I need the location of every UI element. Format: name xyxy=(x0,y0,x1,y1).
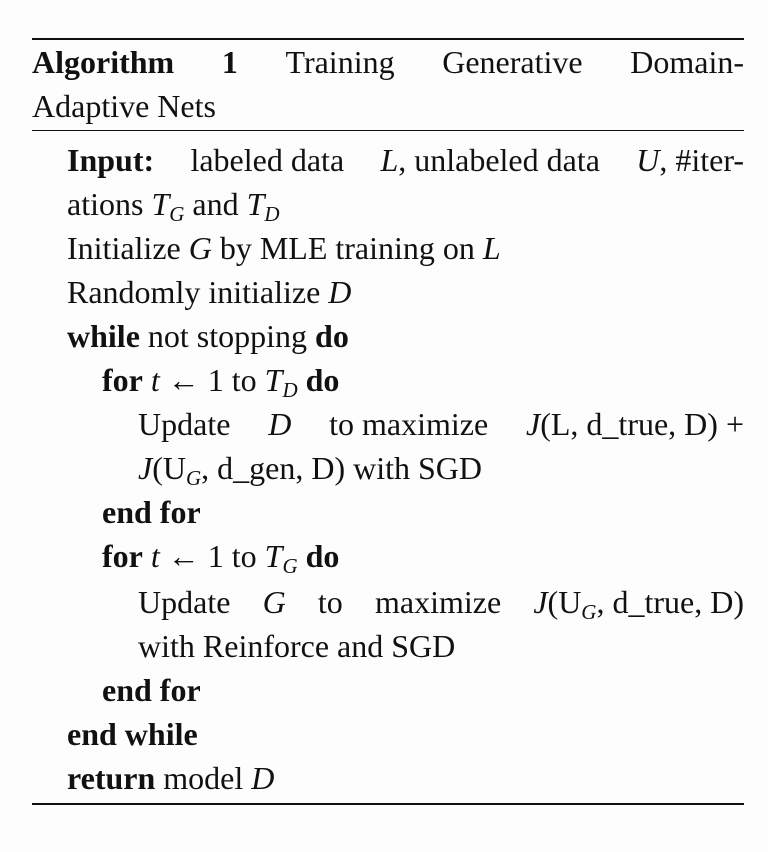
input-line-1 xyxy=(67,138,744,182)
math-T-D: $T_D$ xyxy=(246,186,280,226)
end-for-line xyxy=(102,490,201,534)
math-U: U xyxy=(636,142,660,178)
algorithm-number: 1 xyxy=(221,44,238,80)
init-d-line: Randomly initialize D xyxy=(67,274,352,310)
update-g-line-1: Update G to maximize $J(U_G$, d_true, D) xyxy=(138,580,744,624)
update-d-line-2: $J(U_G$, d_gen, D) with SGD xyxy=(138,450,483,490)
update-d-line-1: Update D to maximize J(L, d_true, D) + xyxy=(138,402,744,446)
input-unlabeled-prefix: , unlabeled data xyxy=(398,142,600,178)
input-iter: , #iter- xyxy=(659,142,744,178)
title-word-3: Domain- xyxy=(630,44,744,80)
input-labeled: labeled data xyxy=(190,142,345,178)
algorithm-label: Algorithm xyxy=(32,44,175,80)
while-condition: not stopping xyxy=(147,318,308,354)
end-for-line xyxy=(102,668,201,712)
caption-line-2: Adaptive Nets xyxy=(32,88,216,124)
math-T-G: $T_G$ xyxy=(151,186,185,226)
bottom-rule xyxy=(32,803,744,805)
math-T-D: $T_D$ xyxy=(264,362,298,402)
return-keyword: return xyxy=(67,760,156,796)
do-keyword: do xyxy=(305,538,340,574)
math-D: D xyxy=(251,760,275,796)
input-and: and xyxy=(192,186,239,222)
return-line: return model D xyxy=(67,760,275,796)
title-word-2: Generative xyxy=(442,44,583,80)
math-D: D xyxy=(268,406,292,442)
for-keyword: for xyxy=(102,538,143,574)
input-ations: ations xyxy=(67,186,144,222)
math-G: G xyxy=(262,584,286,620)
do-keyword: do xyxy=(305,362,340,398)
input-keyword: Input: xyxy=(67,142,155,178)
init-g-line: Initialize G by MLE training on L xyxy=(67,230,501,266)
caption-rule xyxy=(32,130,744,131)
math-L: L xyxy=(482,230,501,266)
do-keyword: do xyxy=(315,318,349,354)
input-line-2 xyxy=(67,182,280,226)
end-while-keyword: end while xyxy=(67,716,198,752)
caption-line-1 xyxy=(32,40,744,85)
math-T-G: $T_G$ xyxy=(264,538,298,578)
arrow-symbol: ← xyxy=(167,538,200,574)
end-for-keyword: end for xyxy=(102,672,201,708)
update-g-line-2: with Reinforce and SGD xyxy=(138,628,456,664)
objective-j-true: J(L, d_true, D) + xyxy=(526,406,744,442)
for-g-line: for t ← 1 to $T_G$ do xyxy=(102,538,340,578)
objective-j-true: $J(U_G$, d_true, D) xyxy=(533,584,744,624)
for-keyword: for xyxy=(102,362,143,398)
math-D: D xyxy=(328,274,352,310)
math-L: L xyxy=(380,142,399,178)
while-line xyxy=(67,314,349,358)
math-G: G xyxy=(188,230,212,266)
title-word-1: Training xyxy=(285,44,395,80)
while-keyword: while xyxy=(67,318,140,354)
arrow-symbol: ← xyxy=(167,362,200,398)
for-d-line: for t ← 1 to $T_D$ do xyxy=(102,362,340,402)
end-while-line xyxy=(67,712,198,756)
end-for-keyword: end for xyxy=(102,494,201,530)
objective-j-gen: $J(U_G$, d_gen, D) xyxy=(138,450,346,490)
